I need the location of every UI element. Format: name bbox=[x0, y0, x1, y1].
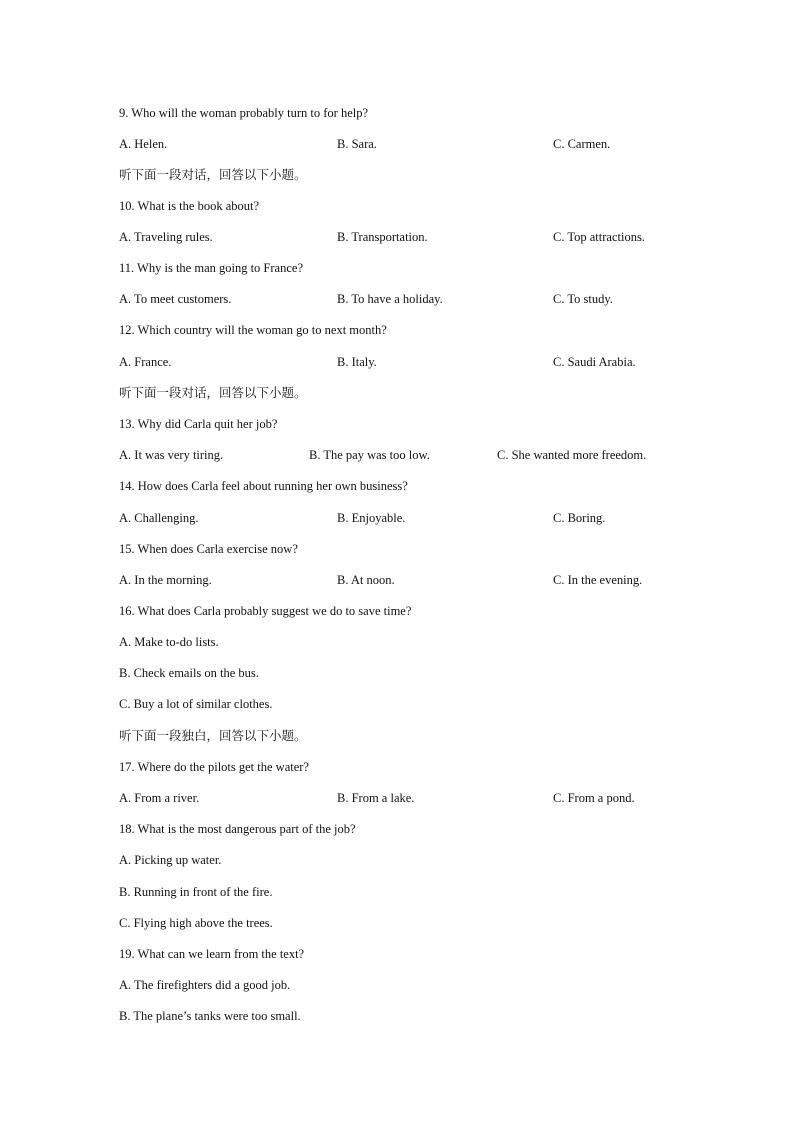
question-17: 17. Where do the pilots get the water? bbox=[119, 760, 309, 774]
section-instruction-monologue: 听下面一段独白，回答以下小题。 bbox=[119, 728, 307, 743]
option-18c: C. Flying high above the trees. bbox=[119, 916, 273, 930]
option-12c: C. Saudi Arabia. bbox=[553, 355, 636, 369]
question-18: 18. What is the most dangerous part of the job? bbox=[119, 822, 356, 836]
options-10 bbox=[0, 229, 794, 245]
option-15c: C. In the evening. bbox=[553, 573, 643, 587]
option-15a: A. In the morning. bbox=[119, 573, 212, 587]
option-18a: A. Picking up water. bbox=[119, 853, 222, 867]
options-12 bbox=[0, 354, 794, 370]
option-15b: B. At noon. bbox=[337, 573, 395, 587]
option-16a: A. Make to-do lists. bbox=[119, 635, 219, 649]
question-19: 19. What can we learn from the text? bbox=[119, 947, 305, 961]
options-14 bbox=[0, 510, 794, 526]
option-17b: B. From a lake. bbox=[337, 791, 415, 805]
option-9a: A. Helen. bbox=[119, 137, 168, 151]
option-14c: C. Boring. bbox=[553, 511, 606, 525]
option-9c: C. Carmen. bbox=[553, 137, 611, 151]
option-9b: B. Sara. bbox=[337, 137, 377, 151]
option-13c: C. She wanted more freedom. bbox=[497, 448, 647, 462]
option-10a: A. Traveling rules. bbox=[119, 230, 213, 244]
option-16c: C. Buy a lot of similar clothes. bbox=[119, 697, 273, 711]
option-13b: B. The pay was too low. bbox=[309, 448, 430, 462]
option-18b: B. Running in front of the fire. bbox=[119, 885, 273, 899]
options-15 bbox=[0, 572, 794, 588]
question-9: 9. Who will the woman probably turn to for help? bbox=[119, 106, 369, 120]
options-11 bbox=[0, 291, 794, 307]
options-13 bbox=[0, 447, 794, 463]
section-instruction-2: 听下面一段对话，回答以下小题。 bbox=[119, 385, 307, 400]
section-instruction-1: 听下面一段对话，回答以下小题。 bbox=[119, 167, 307, 182]
option-10b: B. Transportation. bbox=[337, 230, 428, 244]
option-17c: C. From a pond. bbox=[553, 791, 635, 805]
option-11a: A. To meet customers. bbox=[119, 292, 232, 306]
option-11c: C. To study. bbox=[553, 292, 613, 306]
question-16: 16. What does Carla probably suggest we do to save time? bbox=[119, 604, 412, 618]
question-12: 12. Which country will the woman go to next month? bbox=[119, 323, 387, 337]
option-16b: B. Check emails on the bus. bbox=[119, 666, 259, 680]
question-10: 10. What is the book about? bbox=[119, 199, 260, 213]
option-14a: A. Challenging. bbox=[119, 511, 199, 525]
question-15: 15. When does Carla exercise now? bbox=[119, 542, 298, 556]
options-9 bbox=[0, 136, 794, 152]
option-14b: B. Enjoyable. bbox=[337, 511, 406, 525]
question-14: 14. How does Carla feel about running her own business? bbox=[119, 479, 408, 493]
question-13: 13. Why did Carla quit her job? bbox=[119, 417, 278, 431]
option-13a: A. It was very tiring. bbox=[119, 448, 224, 462]
options-17 bbox=[0, 790, 794, 806]
option-12b: B. Italy. bbox=[337, 355, 377, 369]
option-19a: A. The firefighters did a good job. bbox=[119, 978, 291, 992]
question-11: 11. Why is the man going to France? bbox=[119, 261, 303, 275]
option-12a: A. France. bbox=[119, 355, 172, 369]
option-10c: C. Top attractions. bbox=[553, 230, 645, 244]
option-11b: B. To have a holiday. bbox=[337, 292, 443, 306]
option-19b: B. The plane’s tanks were too small. bbox=[119, 1009, 301, 1023]
option-17a: A. From a river. bbox=[119, 791, 200, 805]
